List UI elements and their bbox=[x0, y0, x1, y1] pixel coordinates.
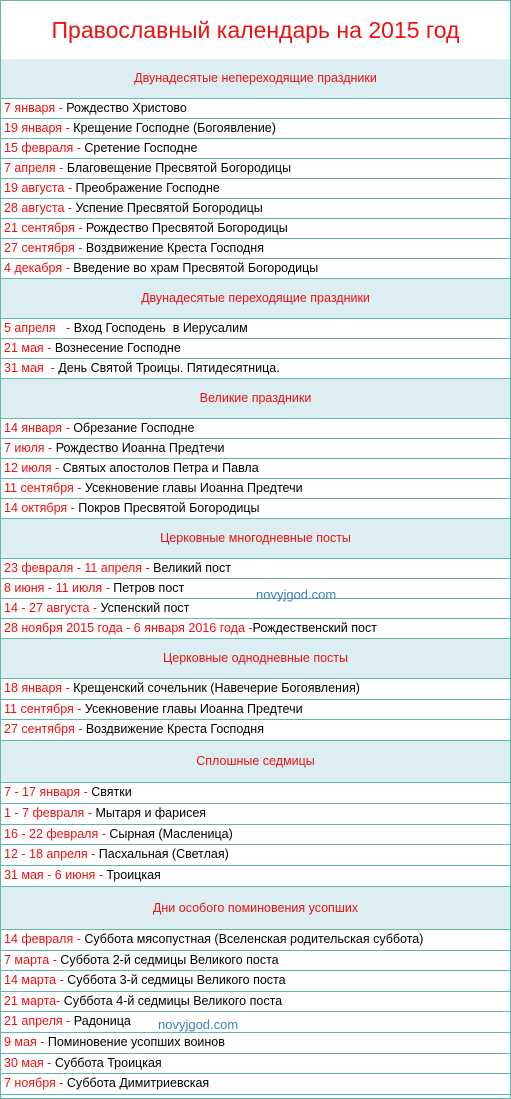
row-text: Покров Пресвятой Богородицы bbox=[78, 501, 260, 515]
calendar-row bbox=[1, 439, 510, 459]
calendar-table bbox=[1, 59, 510, 1095]
calendar-row bbox=[1, 599, 510, 619]
calendar-row bbox=[1, 619, 510, 639]
row-date: 18 января bbox=[4, 681, 63, 695]
row-separator: - bbox=[142, 561, 154, 575]
row-date: 21 мая bbox=[4, 341, 44, 355]
calendar-row bbox=[1, 259, 510, 279]
row-separator: - bbox=[56, 993, 64, 1008]
calendar-row bbox=[1, 1033, 510, 1054]
row-text: Благовещение Пресвятой Богородицы bbox=[66, 161, 292, 175]
row-separator: - bbox=[49, 952, 61, 967]
row-separator: - bbox=[43, 341, 55, 355]
calendar-row bbox=[1, 866, 510, 887]
calendar-row bbox=[1, 679, 510, 700]
row-text: День Святой Троицы. Пятидесятница. bbox=[58, 361, 280, 375]
calendar-row bbox=[1, 559, 510, 579]
row-text: Святки bbox=[91, 785, 132, 800]
row-separator: - bbox=[73, 481, 85, 495]
row-date: 15 февраля bbox=[4, 141, 74, 155]
row-text: Преображение Господне bbox=[75, 181, 220, 195]
row-separator: - bbox=[64, 201, 76, 215]
row-separator: - bbox=[55, 161, 67, 175]
row-date: 31 мая - 6 июня bbox=[4, 868, 96, 883]
row-text: Усекновение главы Иоанна Предтечи bbox=[84, 481, 303, 495]
row-text: Введение во храм Пресвятой Богородицы bbox=[73, 261, 319, 275]
calendar-row bbox=[1, 971, 510, 992]
row-date: 1 - 7 февраля bbox=[4, 805, 85, 820]
row-separator: - bbox=[74, 722, 86, 737]
row-date: 11 сентября bbox=[4, 701, 74, 716]
row-separator: - bbox=[55, 101, 67, 115]
page-title: Православный календарь на 2015 год bbox=[1, 1, 510, 60]
section-header: Двунадесятые переходящие праздники bbox=[1, 279, 510, 319]
row-text: Рождественский пост bbox=[252, 621, 377, 635]
row-separator: - bbox=[55, 1076, 67, 1091]
watermark: novyjgod.com bbox=[158, 1017, 239, 1032]
row-separator: - bbox=[73, 932, 85, 947]
row-date: 14 февраля bbox=[4, 932, 74, 947]
row-date: 7 ноября bbox=[4, 1076, 56, 1091]
row-date: 14 марта bbox=[4, 973, 57, 988]
row-date: 28 ноября 2015 года - 6 января 2016 года bbox=[4, 621, 245, 635]
row-text: Радоница bbox=[73, 1014, 131, 1029]
row-date: 14 октября bbox=[4, 501, 68, 515]
row-date: 14 - 27 августа bbox=[4, 601, 90, 615]
calendar-row bbox=[1, 219, 510, 239]
calendar-row bbox=[1, 179, 510, 199]
row-date: 19 августа bbox=[4, 181, 65, 195]
row-separator: - bbox=[55, 321, 74, 335]
calendar-row bbox=[1, 359, 510, 379]
row-date: 7 июля bbox=[4, 441, 45, 455]
row-separator: - bbox=[102, 581, 114, 595]
row-text: Воздвижение Креста Господня bbox=[85, 241, 264, 255]
row-text: Усекновение главы Иоанна Предтечи bbox=[84, 701, 303, 716]
calendar-row bbox=[1, 339, 510, 359]
row-text: Великий пост bbox=[153, 561, 231, 575]
row-date: 31 мая bbox=[4, 361, 44, 375]
row-text: Святых апостолов Петра и Павла bbox=[62, 461, 259, 475]
calendar-row bbox=[1, 783, 510, 804]
row-separator: - bbox=[43, 1055, 55, 1070]
row-date: 7 марта bbox=[4, 952, 50, 967]
row-date: 5 апреля bbox=[4, 321, 56, 335]
calendar-row bbox=[1, 951, 510, 972]
row-text: Суббота 4-й седмицы Великого поста bbox=[63, 993, 283, 1008]
row-separator: - bbox=[244, 621, 253, 635]
calendar-row bbox=[1, 845, 510, 866]
calendar-row bbox=[1, 700, 510, 721]
row-text: Суббота 3-й седмицы Великого поста bbox=[67, 973, 286, 988]
row-text: Вход Господень в Иерусалим bbox=[73, 321, 248, 335]
calendar-row bbox=[1, 479, 510, 499]
row-separator: - bbox=[84, 805, 96, 820]
row-date: 21 апреля bbox=[4, 1014, 63, 1029]
section-header: Двунадесятые непереходящие праздники bbox=[1, 59, 510, 99]
row-date: 9 мая bbox=[4, 1035, 37, 1050]
section-header: Церковные однодневные посты bbox=[1, 639, 510, 679]
calendar-row bbox=[1, 499, 510, 519]
row-text: Успение Пресвятой Богородицы bbox=[75, 201, 263, 215]
calendar-row bbox=[1, 804, 510, 825]
row-date: 16 - 22 февраля bbox=[4, 826, 99, 841]
watermark: novyjgod.com bbox=[256, 587, 337, 602]
row-date: 23 февраля - 11 апреля bbox=[4, 561, 143, 575]
row-date: 21 сентября bbox=[4, 221, 75, 235]
row-text: Успенский пост bbox=[100, 601, 190, 615]
row-separator: - bbox=[80, 785, 92, 800]
row-separator: - bbox=[56, 973, 68, 988]
row-separator: - bbox=[95, 868, 107, 883]
row-separator: - bbox=[73, 141, 85, 155]
row-date: 14 января bbox=[4, 421, 63, 435]
row-date: 11 сентября bbox=[4, 481, 74, 495]
row-text: Сретение Господне bbox=[84, 141, 198, 155]
row-text: Рождество Христово bbox=[66, 101, 187, 115]
calendar-row bbox=[1, 119, 510, 139]
calendar-row bbox=[1, 459, 510, 479]
row-separator: - bbox=[74, 241, 86, 255]
row-date: 7 апреля bbox=[4, 161, 56, 175]
row-text: Троицкая bbox=[106, 868, 161, 883]
row-separator: - bbox=[36, 1035, 48, 1050]
row-date: 27 сентября bbox=[4, 241, 75, 255]
calendar-row bbox=[1, 1012, 510, 1033]
row-date: 8 июня - 11 июля bbox=[4, 581, 103, 595]
calendar-row bbox=[1, 319, 510, 339]
row-separator: - bbox=[62, 261, 74, 275]
row-separator: - bbox=[67, 501, 79, 515]
calendar-row bbox=[1, 930, 510, 951]
row-separator: - bbox=[44, 441, 56, 455]
calendar-row bbox=[1, 199, 510, 219]
row-separator: - bbox=[62, 121, 74, 135]
calendar-row bbox=[1, 720, 510, 741]
row-separator: - bbox=[43, 361, 59, 375]
row-date: 28 августа bbox=[4, 201, 65, 215]
row-text: Суббота Троицкая bbox=[54, 1055, 162, 1070]
row-date: 27 сентября bbox=[4, 722, 75, 737]
row-separator: - bbox=[98, 826, 110, 841]
row-text: Вознесение Господне bbox=[54, 341, 181, 355]
row-separator: - bbox=[64, 181, 76, 195]
row-date: 7 - 17 января bbox=[4, 785, 81, 800]
row-date: 21 марта bbox=[4, 993, 57, 1008]
calendar-row bbox=[1, 139, 510, 159]
row-separator: - bbox=[51, 461, 63, 475]
section-header: Дни особого поминовения усопших bbox=[1, 887, 510, 930]
section-header: Сплошные седмицы bbox=[1, 741, 510, 783]
calendar-row bbox=[1, 159, 510, 179]
row-text: Обрезание Господне bbox=[73, 421, 195, 435]
row-text: Поминовение усопших воинов bbox=[47, 1035, 225, 1050]
row-text: Рождество Пресвятой Богородицы bbox=[85, 221, 288, 235]
row-separator: - bbox=[74, 221, 86, 235]
row-text: Суббота мясопустная (Вселенская родительская суббота) bbox=[84, 932, 424, 947]
row-text: Сырная (Масленица) bbox=[109, 826, 233, 841]
calendar-row bbox=[1, 99, 510, 119]
row-date: 30 мая bbox=[4, 1055, 44, 1070]
row-text: Суббота 2-й седмицы Великого поста bbox=[60, 952, 279, 967]
row-text: Мытаря и фарисея bbox=[95, 805, 207, 820]
row-text: Пасхальная (Светлая) bbox=[98, 847, 229, 862]
calendar-row bbox=[1, 1074, 510, 1095]
row-date: 12 - 18 апреля bbox=[4, 847, 88, 862]
row-separator: - bbox=[62, 681, 74, 695]
row-separator: - bbox=[73, 701, 85, 716]
row-separator: - bbox=[89, 601, 101, 615]
row-date: 12 июля bbox=[4, 461, 52, 475]
row-date: 19 января bbox=[4, 121, 63, 135]
row-text: Воздвижение Креста Господня bbox=[85, 722, 264, 737]
row-separator: - bbox=[62, 421, 74, 435]
calendar-row bbox=[1, 825, 510, 846]
calendar-row bbox=[1, 419, 510, 439]
calendar-row bbox=[1, 239, 510, 259]
row-date: 4 декабря bbox=[4, 261, 63, 275]
section-header: Великие праздники bbox=[1, 379, 510, 419]
row-text: Рождество Иоанна Предтечи bbox=[55, 441, 225, 455]
row-text: Крещение Господне (Богоявление) bbox=[73, 121, 276, 135]
calendar-row bbox=[1, 992, 510, 1013]
row-text: Суббота Димитриевская bbox=[66, 1076, 210, 1091]
row-date: 7 января bbox=[4, 101, 56, 115]
calendar-row bbox=[1, 1054, 510, 1075]
row-text: Петров пост bbox=[113, 581, 185, 595]
row-text: Крещенский сочельник (Навечерие Богоявления) bbox=[73, 681, 360, 695]
row-separator: - bbox=[87, 847, 99, 862]
section-header: Церковные многодневные посты bbox=[1, 519, 510, 559]
row-separator: - bbox=[62, 1014, 74, 1029]
